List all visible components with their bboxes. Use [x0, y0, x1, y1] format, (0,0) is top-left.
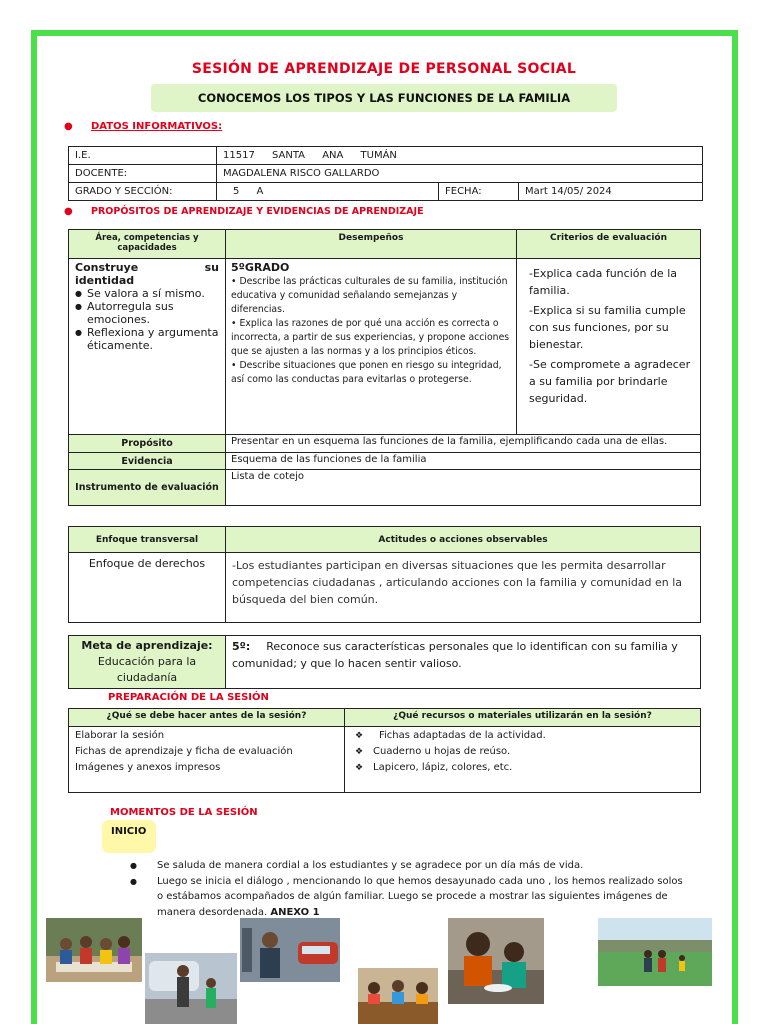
list-item: Imágenes y anexos impresos: [75, 762, 221, 773]
info-table: [68, 146, 703, 201]
bullet-icon: ●: [64, 206, 73, 217]
list-item: • Explica las razones de por qué una acción es correcta o incorrecta, a partir de sus experiencias, y propone acciones que se ajusten a las normas y a los principios éticos.: [231, 318, 510, 357]
enfoque-table: [68, 526, 701, 623]
list-item: ● Se valora a sí mismo.: [75, 287, 219, 300]
list-item: ● Reflexiona y argumenta éticamente.: [75, 326, 219, 352]
evidencia-label: Evidencia: [69, 453, 226, 470]
list-item: ❖ Fichas adaptadas de la actividad.: [349, 728, 696, 744]
ie-value: 11517 SANTA ANA TUMÁN: [217, 147, 703, 165]
meta-text: Reconoce sus características personales que lo identifican con su familia y comunidad; y que lo hacen sentir valioso.: [232, 640, 678, 670]
instrumento-value: Lista de cotejo: [226, 470, 701, 506]
bullet-icon: ●: [64, 121, 73, 132]
preparacion-table: [68, 708, 701, 793]
list-item: Fichas de aprendizaje y ficha de evaluación: [75, 746, 293, 757]
evidencia-value: Esquema de las funciones de la familia: [226, 453, 701, 470]
fecha-value: Mart 14/05/ 2024: [519, 183, 703, 201]
preparacion-body-row: [69, 727, 701, 793]
header-desempenos: Desempeños: [226, 230, 517, 259]
info-row-grado: [69, 183, 703, 201]
recursos-cell: [345, 727, 701, 793]
list-item: ● Luego se inicia el diálogo , mencionando lo que hemos desayunado cada uno , los hemos realizado solos o estábamos acompañados de algún familiar. Luego se procede a mostrar las siguientes imágenes de manera desordenada. ANEXO 1: [130, 874, 690, 921]
antes-cell: [69, 727, 345, 793]
preparacion-heading: PREPARACIÓN DE LA SESIÓN: [108, 692, 269, 703]
grado-label: GRADO Y SECCIÓN:: [69, 183, 217, 201]
family-dinner-photo: [46, 918, 142, 982]
header-recursos: ¿Qué recursos o materiales utilizarán en la sesión?: [345, 709, 701, 727]
recursos-list: [349, 728, 696, 776]
desempenos-cell: [226, 259, 517, 435]
document-subtitle: CONOCEMOS LOS TIPOS Y LAS FUNCIONES DE LA FAMILIA: [151, 84, 617, 112]
info-row-docente: [69, 165, 703, 183]
list-item: ● Se saluda de manera cordial a los estudiantes y se agradece por un día más de vida.: [130, 858, 690, 874]
momentos-heading: MOMENTOS DE LA SESIÓN: [110, 807, 258, 818]
inicio-label: INICIO: [102, 820, 156, 853]
evidencia-row: [69, 453, 701, 470]
meta-label: Meta de aprendizaje:: [81, 639, 213, 652]
info-row-ie: [69, 147, 703, 165]
fecha-label: FECHA:: [439, 183, 519, 201]
instrumento-label: Instrumento de evaluación: [69, 470, 226, 506]
competencia-cell: [69, 259, 226, 435]
meta-table: [68, 635, 701, 689]
enfoque-body-row: [69, 553, 701, 623]
grado-value: 5 A: [217, 183, 439, 201]
inicio-steps-list: [130, 858, 690, 920]
father-child-street-photo: [145, 953, 237, 1024]
list-item: ❖ Cuaderno u hojas de reúso.: [349, 744, 696, 760]
ie-label: I.E.: [69, 147, 217, 165]
header-actitudes: Actitudes o acciones observables: [226, 527, 701, 553]
proposito-label: Propósito: [69, 435, 226, 453]
instrumento-row: [69, 470, 701, 506]
list-item: Elaborar la sesión: [75, 730, 165, 741]
list-item: ● Autorregula sus emociones.: [75, 300, 219, 326]
docente-label: DOCENTE:: [69, 165, 217, 183]
docente-value: MAGDALENA RISCO GALLARDO: [217, 165, 703, 183]
header-criterios: Criterios de evaluación: [517, 230, 701, 259]
list-item: -Explica si su familia cumple con sus funciones, por su bienestar.: [529, 304, 686, 351]
preparacion-header-row: [69, 709, 701, 727]
anexo-label: ANEXO 1: [270, 906, 320, 918]
proposito-row: [69, 435, 701, 453]
comp-header-row: [69, 230, 701, 259]
capacidades-list: [75, 287, 219, 352]
list-item: • Describe las prácticas culturales de su familia, institución educativa y comunidad señalando semejanzas y diferencias.: [231, 276, 508, 315]
propositos-heading: ● PROPÓSITOS DE APRENDIZAJE Y EVIDENCIAS DE APRENDIZAJE: [64, 206, 424, 217]
meta-text-cell: [226, 636, 701, 689]
meta-grade: 5º:: [232, 640, 251, 653]
datos-heading: ● DATOS INFORMATIVOS:: [64, 121, 223, 132]
document-title: SESIÓN DE APRENDIZAJE DE PERSONAL SOCIAL: [191, 61, 577, 77]
meta-row: [69, 636, 701, 689]
list-item: -Se compromete a agradecer a su familia por brindarle seguridad.: [529, 358, 691, 405]
proposito-value: Presentar en un esquema las funciones de la familia, ejemplificando cada una de ellas.: [226, 435, 701, 453]
children-eating-photo: [448, 918, 544, 1004]
competencia-title: Construye su identidad: [75, 261, 219, 287]
list-item: ❖ Lapicero, lápiz, colores, etc.: [349, 760, 696, 776]
children-at-table-photo: [358, 968, 438, 1024]
header-antes: ¿Qué se debe hacer antes de la sesión?: [69, 709, 345, 727]
header-enfoque: Enfoque transversal: [69, 527, 226, 553]
comp-body-row: [69, 259, 701, 435]
list-item: • Describe situaciones que ponen en riesgo su integridad, así como las conductas para evitarlas o protegerse.: [231, 360, 502, 385]
header-area: Área, competencias y capacidades: [69, 230, 226, 259]
meta-area: Educación para la ciudadanía: [97, 655, 197, 684]
enfoque-header-row: [69, 527, 701, 553]
meta-label-cell: [69, 636, 226, 689]
criterios-cell: [517, 259, 701, 435]
competencias-table: [68, 229, 701, 506]
list-item: -Explica cada función de la familia.: [529, 267, 677, 297]
actitud-value: -Los estudiantes participan en diversas situaciones que les permita desarrollar competencias ciudadanas , articulando acciones con la familia y comunidad en la búsqueda del bien común.: [226, 553, 701, 623]
enfoque-value: Enfoque de derechos: [69, 553, 226, 623]
family-park-photo: [598, 918, 712, 986]
child-in-traffic-photo: [240, 918, 340, 982]
grado-label: 5ºGRADO: [231, 261, 290, 274]
